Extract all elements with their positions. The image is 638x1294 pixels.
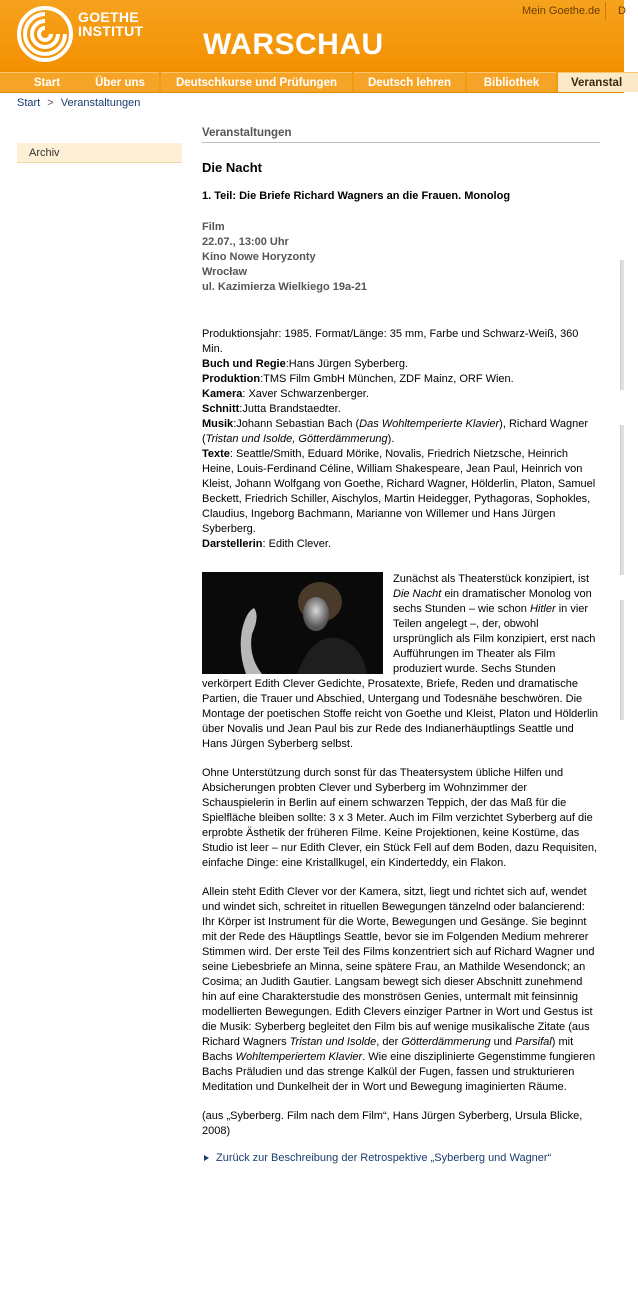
event-city: Wrocław [202,266,248,278]
event-meta [202,220,600,295]
logo-wordmark[interactable] [78,10,143,38]
header-language-link[interactable]: D [618,5,626,17]
logo-line-2: INSTITUT [78,23,144,39]
right-edge-panel [620,150,624,1290]
credit-schnitt: Schnitt:Jutta Brandstaedter. [202,403,341,415]
breadcrumb [17,97,144,109]
credit-kamera: Kamera: Xaver Schwarzenberger. [202,388,369,400]
nav-item-bibliothek[interactable]: Bibliothek [467,72,556,92]
description-paragraph-1: Zunächst als Theaterstück konzipiert, ist Die Nacht ein dramatischer Monolog von sechs Stunden – wie schon Hitler in vier Teilen angelegt –, der, obwohl ursprünglich als Film konzipiert, erst nach Aufführungen im Theater als Film produziert wurde. Sechs Stunden verkörpert Edith Clever Gedichte, Prosatexte, Briefe, Reden und dramatische Partien, die Trauer und Abschied, Untergang und Todesnähe beschwören. Die Montage der poetischen Stoffe reicht von Goethe und Kleist, Platon und Hölderlin über Novalis und Jean Paul bis zur Rede des Indianerhäuptlings Seattle und Hans Jürgen Syberberg selbst. [202,573,599,750]
description-paragraph-2: Ohne Unterstützung durch sonst für das Theatersystem übliche Hilfen und Absicherungen probten Clever und Syberberg im Wohnzimmer der Schauspielerin in Berlin auf einem schwarzen Teppich, der das Maß für die Spielfläche bleiben sollte: 3 x 3 Meter. Auch im Film verzichtet Syberberg auf die erprobte Ästhetik der früheren Filme. Keine Projektionen, keine Kostüme, das Studio ist leer – nur Edith Clever, ein Stück Fell auf dem Boden, dazu Requisiten, einfache Dinge: eine Kristallkugel, ein Kinderteddy, ein Flakon. [202,767,597,869]
event-category: Film [202,221,225,233]
nav-item-start[interactable]: Start [0,72,94,92]
edge-tab [620,600,624,720]
source-citation: (aus „Syberberg. Film nach dem Film“, Hans Jürgen Syberberg, Ursula Blicke, 2008) [202,1110,583,1137]
section-title: Veranstaltungen [202,126,600,143]
credit-production-info: Produktionsjahr: 1985. Format/Länge: 35 mm, Farbe und Schwarz-Weiß, 360 Min. [202,328,579,355]
edge-tab [620,260,624,390]
sidebar-item-archiv[interactable]: Archiv [17,143,182,163]
site-header [0,0,624,72]
goethe-logo-icon[interactable] [17,6,73,62]
back-to-retrospective-link[interactable]: Zurück zur Beschreibung der Retrospektive „Syberberg und Wagner“ [202,1151,600,1166]
nav-item-deutschkurse[interactable]: Deutschkurse und Prüfungen [161,72,352,92]
nav-item-ueber-uns[interactable]: Über uns [81,72,159,92]
film-credits [202,327,600,552]
mein-goethe-link[interactable]: Mein Goethe.de [522,5,601,17]
event-address: ul. Kazimierza Wielkiego 19a-21 [202,281,367,293]
description-paragraph-3: Allein steht Edith Clever vor der Kamera, sitzt, liegt und richtet sich auf, wendet und windet sich, schreitet in rituellen Bewegungen tänzelnd oder balancierend: Ihr Körper ist Instrument für die Worte, Bewegungen und Gesänge. Sie beginnt mit der Rede des Häuptlings Seattle, bevor sie im Folgenden Medium mehrerer Stimmen wird. Der erste Teil des Films konzentriert sich auf Richard Wagner und seine Liebesbriefe an Minna, seine spätere Frau, an Mathilde Wesendonck; an Cosima; an Judith Gautier. Langsam bewegt sich dieser Abschnitt zunehmend hin auf eine Charakterstudie des monströsen Genies, untermalt mit feinsinnig modellierten Bewegungen. Edith Clevers einziger Partner in Wort und Gestus ist die Musik: Syberberg begleitet den Film bis auf wenige musikalische Zitate (aus Richard Wagners Tristan und Isolde, der Götterdämmerung und Parsifal) mit Bachs Wohltemperiertem Klavier. Wie eine disziplinierte Gegenstimme fungieren Bachs Präludien und das strenge Kalkül der Fugen, fassen und strukturieren Meditation und Dunkelheit der in Wort und Bewegung imaginierten Räume. [202,886,596,1093]
event-date: 22.07., 13:00 Uhr [202,236,289,248]
event-venue: Kino Nowe Horyzonty [202,251,316,263]
film-still-image[interactable] [202,572,383,674]
main-navigation [0,72,624,93]
credit-produktion: Produktion:TMS Film GmbH München, ZDF Mainz, ORF Wien. [202,373,514,385]
credit-darstellerin: Darstellerin: Edith Clever. [202,538,332,550]
header-divider [605,2,606,20]
main-content [202,126,600,1166]
breadcrumb-veranstaltungen[interactable]: Veranstaltungen [60,97,141,109]
event-subtitle: 1. Teil: Die Briefe Richard Wagners an die Frauen. Monolog [202,190,511,202]
site-title: WARSCHAU [203,28,384,61]
logo-line-1: GOETHE [78,9,139,25]
breadcrumb-start[interactable]: Start [17,97,41,109]
nav-item-deutsch-lehren[interactable]: Deutsch lehren [354,72,465,92]
credit-texte: Texte: Seattle/Smith, Eduard Mörike, Novalis, Friedrich Nietzsche, Heinrich Heine, Louis-Ferdinand Céline, William Shakespeare, Jean Paul, Heinrich von Kleist, Johann Wolfgang von Goethe, Richard Wagner, Hölderlin, Platon, Samuel Beckett, Friedrich Schiller, Aischylos, Martin Heidegger, Pythagoras, Sophokles, Claudius, Ingeborg Bachmann, Marianne von Willemer und Hans Jürgen Syberberg. [202,448,596,535]
edge-tab [620,425,624,575]
nav-item-veranstaltungen[interactable]: Veranstal [558,72,638,92]
credit-musik: Musik:Johann Sebastian Bach (Das Wohltemperierte Klavier), Richard Wagner (Tristan und Isolde, Götterdämmerung). [202,418,589,445]
breadcrumb-separator: > [47,97,54,109]
event-title: Die Nacht [202,160,262,175]
credit-buch: Buch und Regie:Hans Jürgen Syberberg. [202,358,409,370]
